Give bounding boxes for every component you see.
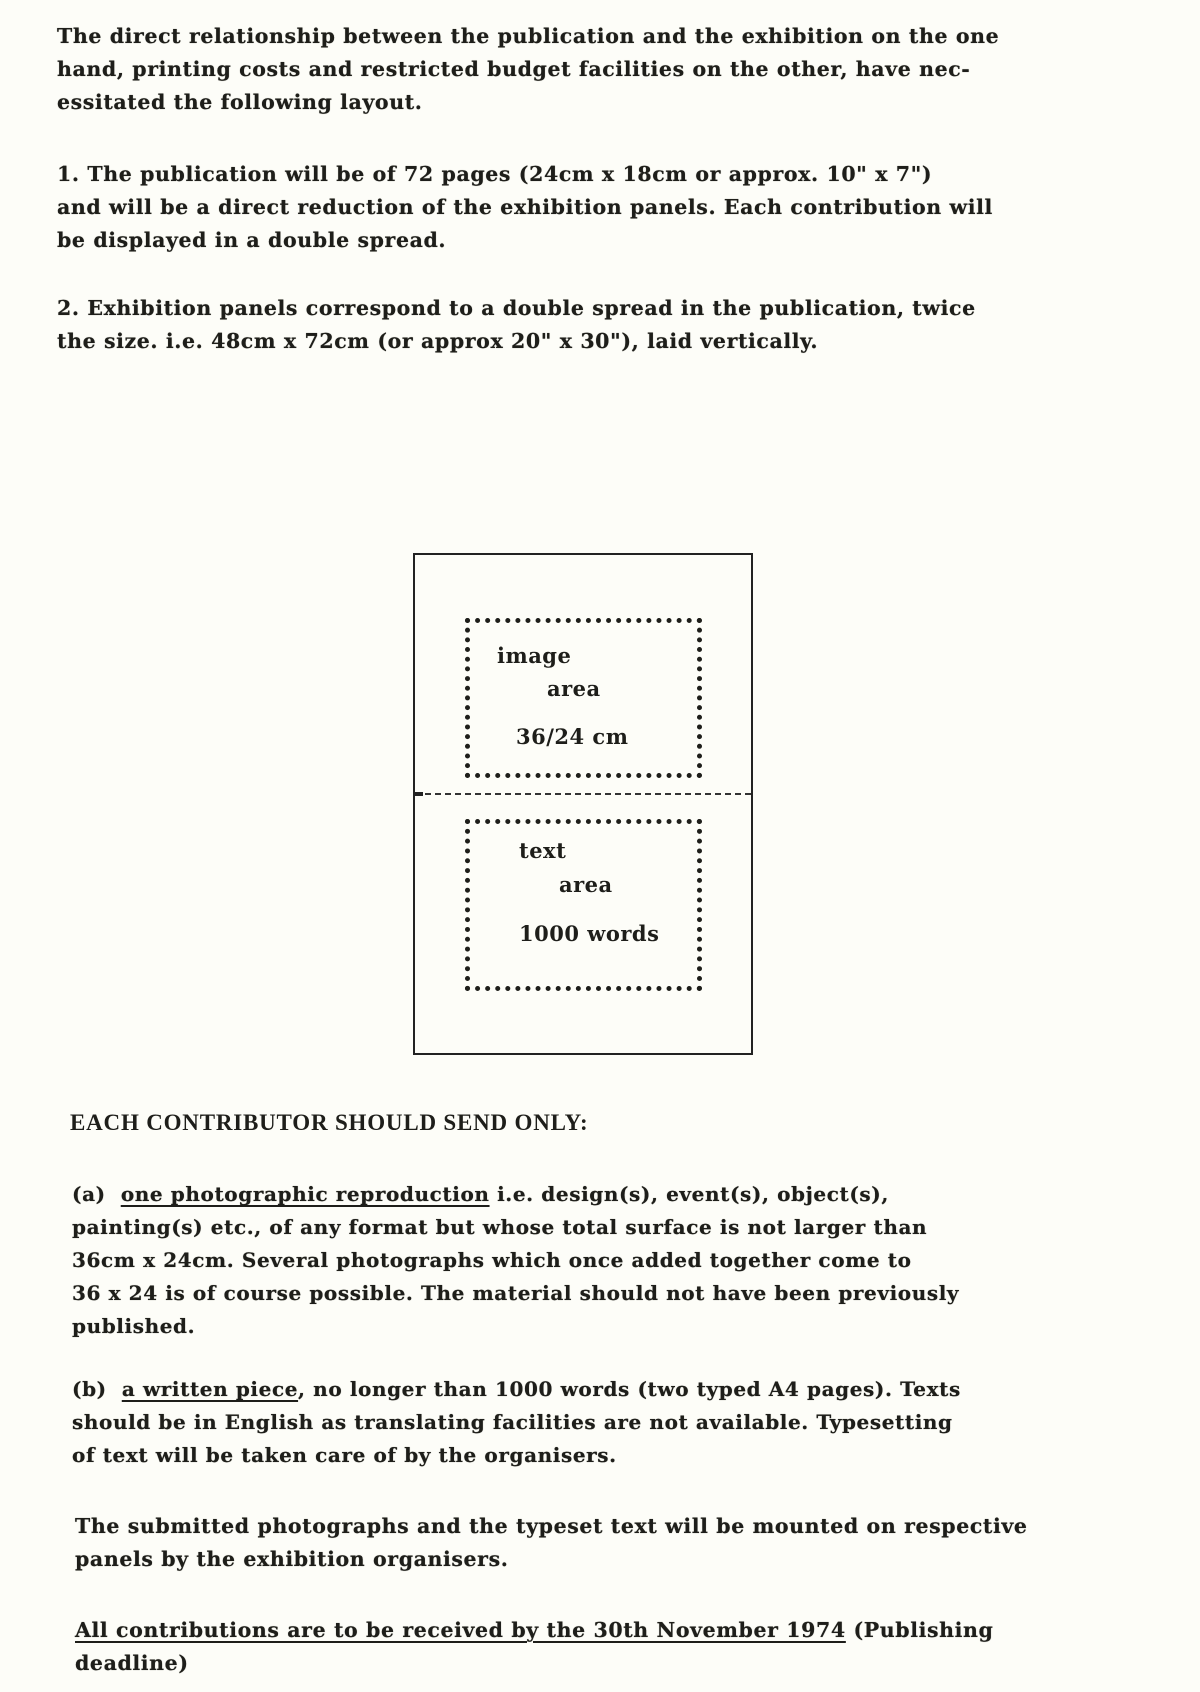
intro-line: The direct relationship between the publication and the exhibition on the one [57, 24, 1000, 48]
mounting-paragraph [75, 1510, 1028, 1576]
deadline-first-line [75, 1614, 993, 1647]
point-2-line: the size. i.e. 48cm x 72cm (or approx 20" x 30"), laid vertically. [57, 329, 819, 353]
point-2-line: 2. Exhibition panels correspond to a double spread in the publication, twice [57, 296, 976, 320]
point-1-line: 1. The publication will be of 72 pages (24cm x 18cm or approx. 10" x 7") [57, 162, 933, 186]
image-area-label: image [497, 643, 572, 668]
item-a-line: published. [72, 1314, 196, 1338]
point-1-line: and will be a direct reduction of the exhibition panels. Each contribution will [57, 195, 993, 219]
item-a-line: 36 x 24 is of course possible. The material should not have been previously [72, 1281, 960, 1305]
panel-divider [415, 793, 751, 795]
item-a-paragraph [72, 1178, 959, 1343]
intro-paragraph [57, 20, 999, 119]
text-area-size: 1000 words [519, 921, 660, 946]
item-a-marker: (a) [72, 1182, 106, 1206]
item-b-first-line [72, 1373, 961, 1406]
mounting-line: panels by the exhibition organisers. [75, 1547, 509, 1571]
item-b-line: should be in English as translating facilities are not available. Typesetting [72, 1410, 953, 1434]
item-a-underlined-term: one photographic reproduction [120, 1182, 490, 1206]
deadline-paragraph [75, 1614, 993, 1680]
item-a-line-rest: i.e. design(s), event(s), object(s), [489, 1182, 889, 1206]
item-b-underlined-term: a written piece [121, 1377, 299, 1401]
point-1-line: be displayed in a double spread. [57, 228, 447, 252]
item-a-first-line [72, 1178, 959, 1211]
intro-line: essitated the following layout. [57, 90, 423, 114]
deadline-underlined: All contributions are to be received by the 30th November 1974 [75, 1618, 846, 1642]
mounting-line: The submitted photographs and the typeset text will be mounted on respective [75, 1514, 1028, 1538]
deadline-line: deadline) [75, 1651, 189, 1675]
image-area-size: 36/24 cm [516, 724, 629, 749]
item-b-paragraph [72, 1373, 961, 1472]
text-area-label: area [559, 872, 613, 897]
item-b-marker: (b) [72, 1377, 107, 1401]
text-area-box [465, 819, 702, 991]
item-b-line: of text will be taken care of by the organisers. [72, 1443, 617, 1467]
point-2-paragraph [57, 292, 976, 358]
item-a-line: 36cm x 24cm. Several photographs which once added together come to [72, 1248, 912, 1272]
contributor-heading: EACH CONTRIBUTOR SHOULD SEND ONLY: [70, 1110, 589, 1135]
item-b-line-rest: , no longer than 1000 words (two typed A4 pages). Texts [298, 1377, 961, 1401]
image-area-label: area [547, 676, 601, 701]
exhibition-panel-diagram [413, 553, 753, 1055]
deadline-rest: (Publishing [845, 1618, 994, 1642]
text-area-label: text [519, 838, 567, 863]
item-a-line: painting(s) etc., of any format but whose total surface is not larger than [72, 1215, 928, 1239]
intro-line: hand, printing costs and restricted budget facilities on the other, have nec- [57, 57, 971, 81]
point-1-paragraph [57, 158, 993, 257]
